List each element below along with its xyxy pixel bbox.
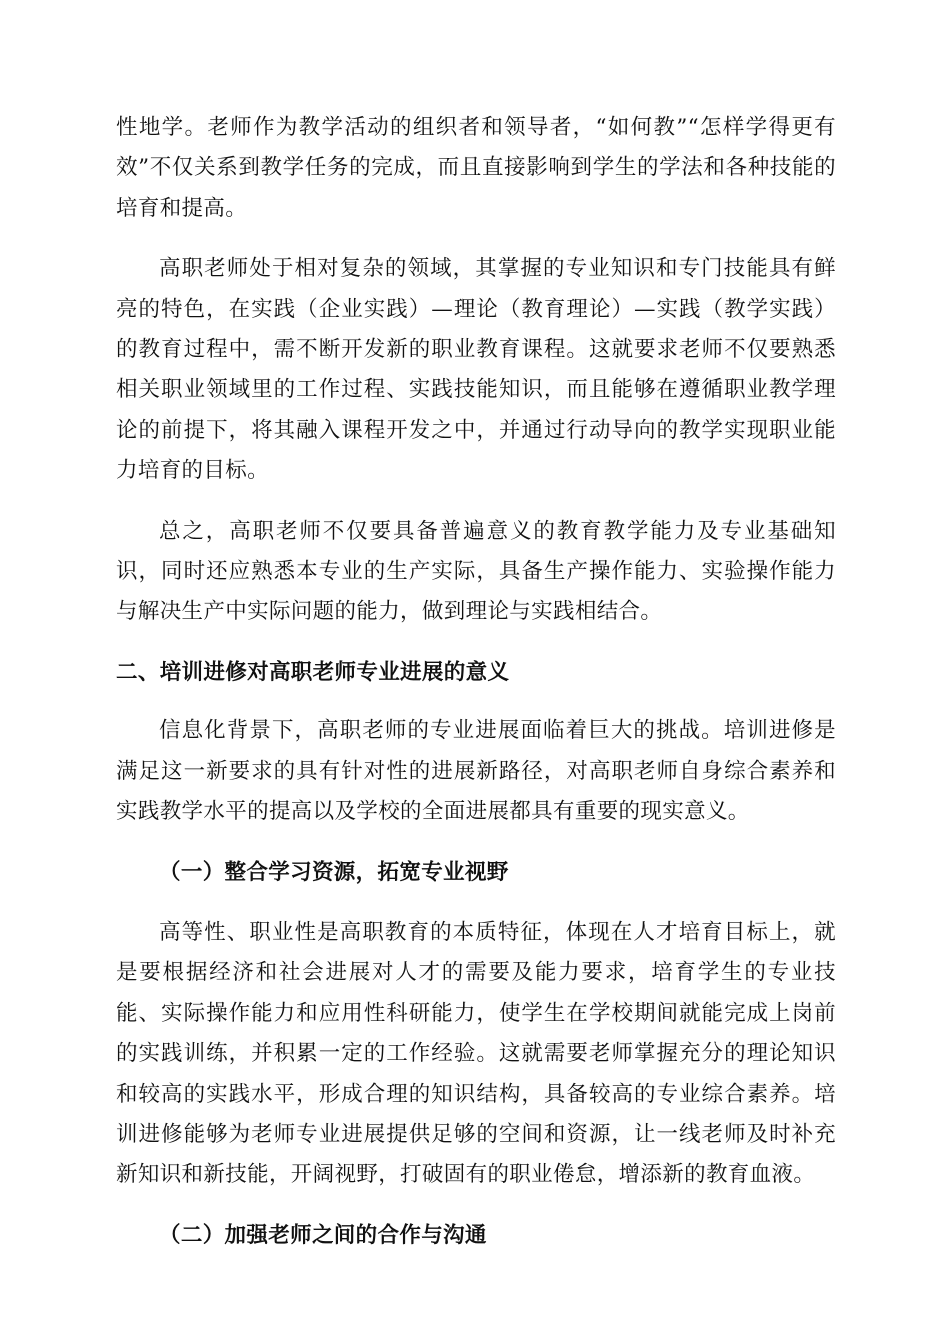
paragraph-resources: 高等性、职业性是高职教育的本质特征，体现在人才培育目标上，就是要根据经济和社会进展对人才的需要及能力要求，培育学生的专业技能、实际操作能力和应用性科研能力，使学生在学校期间就能完成上岗前的实践训练，并积累一定的工作经验。这就需要老师掌握充分的理论知识和较高的实践水平，形成合理的知识结构，具备较高的专业综合素养。培训进修能够为老师专业进展提供足够的空间和资源，让一线老师及时补充新知识和新技能，开阔视野，打破固有的职业倦怠，增添新的教育血液。 <box>116 919 836 1188</box>
document-page <box>116 108 836 1256</box>
section-heading-2: 二、培训进修对高职老师专业进展的意义 <box>116 659 510 685</box>
subheading-2: （二）加强老师之间的合作与沟通 <box>159 1222 487 1248</box>
paragraph-continued: 性地学。老师作为教学活动的组织者和领导者，“如何教”“怎样学得更有效”不仅关系到教学任务的完成，而且直接影响到学生的学法和各种技能的培育和提高。 <box>116 115 836 221</box>
paragraph-teacher-domain: 高职老师处于相对复杂的领域，其掌握的专业知识和专门技能具有鲜亮的特色，在实践（企业实践）—理论（教育理论）—实践（教学实践）的教育过程中，需不断开发新的职业教育课程。这就要求老师不仅要熟悉相关职业领域里的工作过程、实践技能知识，而且能够在遵循职业教学理论的前提下，将其融入课程开发之中，并通过行动导向的教学实现职业能力培育的目标。 <box>116 256 836 484</box>
paragraph-informatization: 信息化背景下，高职老师的专业进展面临着巨大的挑战。培训进修是满足这一新要求的具有针对性的进展新路径，对高职老师自身综合素养和实践教学水平的提高以及学校的全面进展都具有重要的现实意义。 <box>116 718 836 825</box>
paragraph-summary: 总之，高职老师不仅要具备普遍意义的教育教学能力及专业基础知识，同时还应熟悉本专业的生产实际，具备生产操作能力、实验操作能力与解决生产中实际问题的能力，做到理论与实践相结合。 <box>116 518 836 625</box>
subheading-1: （一）整合学习资源，拓宽专业视野 <box>159 859 509 885</box>
